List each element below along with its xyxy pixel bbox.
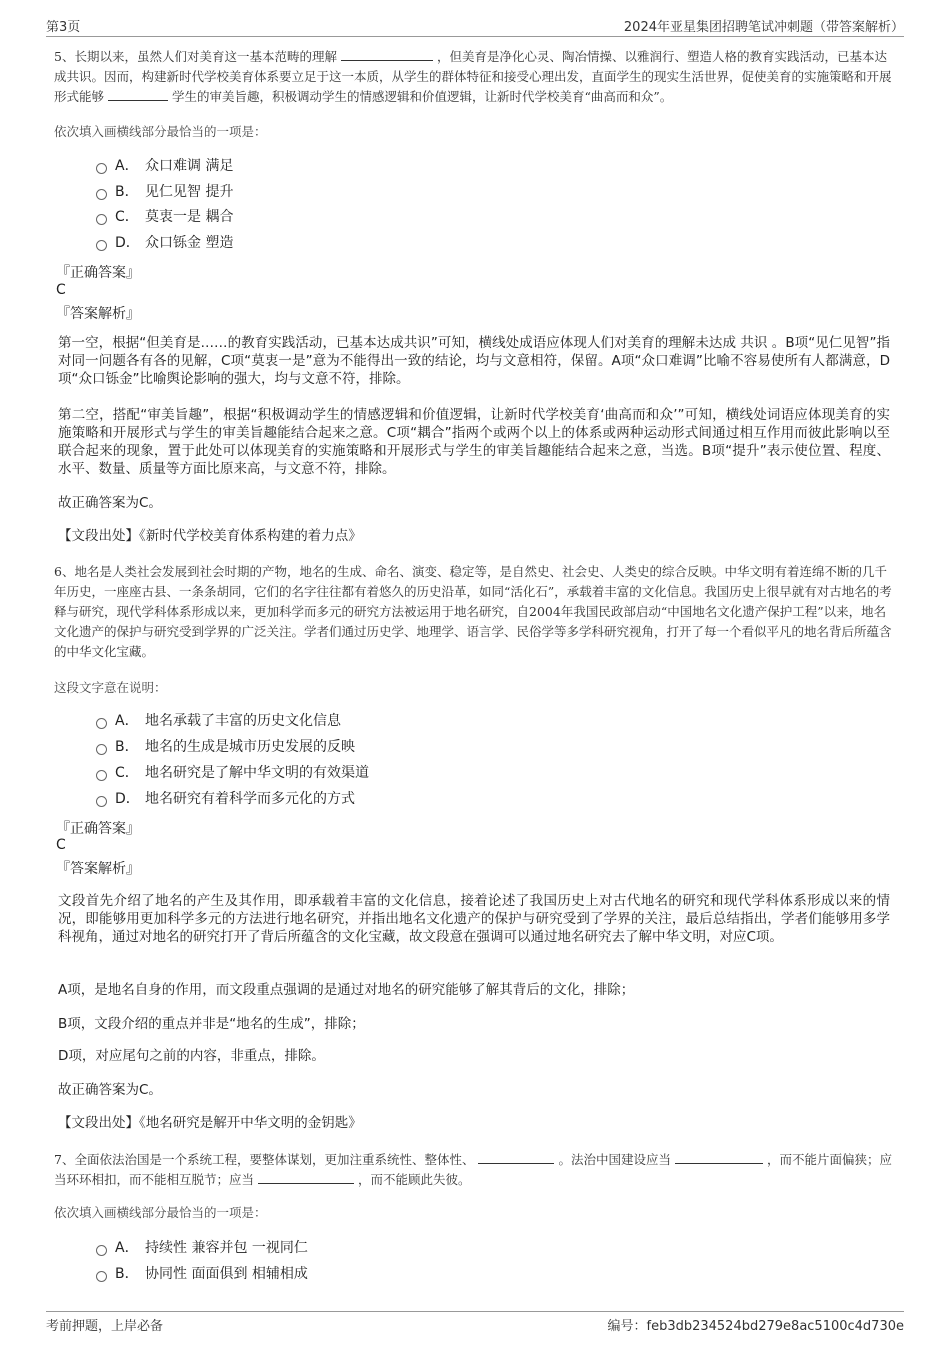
question-7-part-3: ，而不能片面偏狭；应当环环相扣，而不能相互脱节；应当 [54,1152,892,1187]
option-6-c[interactable]: C． 地名研究是了解中华文明的有效渠道 [96,763,369,783]
option-6-a[interactable]: A． 地名承载了丰富的历史文化信息 [96,711,341,731]
option-5-d[interactable]: D． 众口铄金 塑造 [96,233,233,253]
analysis-paragraph: A项，是地名自身的作用，而文段重点强调的是通过对地名的研究能够了解其背后的文化，排除； [58,982,635,998]
option-6-b[interactable]: B． 地名的生成是城市历史发展的反映 [96,737,355,757]
question-5-part-2: ，但美育是净化心灵、陶冶情操、以雅润行、塑造人格的教育实践活动，已基本达成共识。因而，构建新时代学校美育体系要立足于这一本质，从学生的群体特征和接受心理出发，直面学生的现实生活世界，促使美育的实施策略和开展形式能够 [54,49,892,104]
question-7-part-2: 。法治中国建设应当 [558,1152,671,1167]
radio-icon[interactable] [96,796,107,807]
blank-2 [675,1150,763,1164]
analysis-paragraph: 文段首先介绍了地名的产生及其作用，即承载着丰富的文化信息，接着论述了我国历史上对古代地名的研究和现代学科体系形成以来的情况，即能够用更加科学多元的方法进行地名研究，并指出地名文化遗产的保护与研究受到了学界的关注，最后总结指出，学者们能够用多学科视角，通过对地名的研究打开了背后所蕴含的文化宝藏，故文段意在强调可以通过地名研究去了解中华文明，对应C项。 [58,893,890,945]
question-5-text [54,47,894,107]
question-7-text [54,1150,894,1190]
answer-value: C [56,282,66,298]
option-5-b[interactable]: B． 见仁见智 提升 [96,182,233,202]
option-5-c[interactable]: C． 莫衷一是 耦合 [96,207,233,227]
radio-icon[interactable] [96,770,107,781]
option-7-b[interactable]: B． 协同性 面面俱到 相辅相成 [96,1264,308,1284]
analysis-label: 『答案解析』 [56,306,140,322]
radio-icon[interactable] [96,214,107,225]
analysis-conclusion: 故正确答案为C。 [58,495,162,511]
page-header [46,14,904,37]
option-5-a[interactable]: A． 众口难调 满足 [96,156,233,176]
analysis-label: 『答案解析』 [56,861,140,877]
blank-2 [108,87,168,101]
radio-icon[interactable] [96,189,107,200]
radio-icon[interactable] [96,718,107,729]
page-number: 第3页 [46,20,81,35]
question-5-part-3: 学生的审美旨趣，积极调动学生的情感逻辑和价值逻辑，让新时代学校美育“曲高而和众”。 [172,89,673,104]
document-code: 编号：feb3db234524bd279e8ac5100c4d730e [607,1319,904,1334]
question-6-text: 6、地名是人类社会发展到社会时期的产物，地名的生成、命名、演变、稳定等，是自然史、社会史、人类史的综合反映。中华文明有着连绵不断的几千年历史，一座座古县、一条条胡同，它们的名字往往都有着悠久的历史沿革，如同“活化石”，承载着丰富的文化信息。我国历史上很早就有对古地名的考释与研究，现代学科体系形成以来，更加科学而多元的研究方法被运用于地名研究，自2004年我国民政部启动“中国地名文化遗产保护工程”以来，地名文化遗产的保护与研究受到学界的广泛关注。学者们通过历史学、地理学、语言学、民俗学等多学科研究视角，打开了每一个看似平凡的地名背后所蕴含的中华文化宝藏。 [54,564,892,659]
radio-icon[interactable] [96,1271,107,1282]
analysis-paragraph: 第一空，根据“但美育是……的教育实践活动，已基本达成共识”可知，横线处成语应体现人们对美育的理解未达成 共识 。B项“见仁见智”指对同一问题各有各的见解，C项“莫衷一是”意为不能得出一致的结论，均与文意相符，保留。A项“众口难调”比喻不容易使所有人都满意，D项“众口铄金”比喻舆论影响的强大，均与文意不符，排除。 [58,335,890,387]
answer-label: 『正确答案』 [56,265,140,281]
analysis-paragraph: 第二空，搭配“审美旨趣”，根据“积极调动学生的情感逻辑和价值逻辑，让新时代学校美育‘曲高而和众’”可知，横线处词语应体现美育的实施策略和开展形式与学生的审美旨趣能结合起来之意。C项“耦合”指两个或两个以上的体系或两种运动形式间通过相互作用而彼此影响以至联合起来的现象，置于此处可以体现美育的实施策略和开展形式与学生的审美旨趣能结合起来之意，当选。B项“提升”表示使位置、程度、水平、数量、质量等方面比原来高，与文意不符，排除。 [58,407,890,477]
radio-icon[interactable] [96,1245,107,1256]
document-title: 2024年亚星集团招聘笔试冲刺题（带答案解析） [623,20,904,35]
analysis-paragraph: D项，对应尾句之前的内容，非重点，排除。 [58,1048,325,1064]
page-footer [46,1311,904,1334]
analysis-paragraph: B项，文段介绍的重点并非是“地名的生成”，排除； [58,1016,365,1032]
option-6-d[interactable]: D． 地名研究有着科学而多元化的方式 [96,789,355,809]
answer-label: 『正确答案』 [56,821,140,837]
blank-1 [478,1150,554,1164]
question-7-part-4: ，而不能顾此失彼。 [358,1172,471,1187]
option-7-a[interactable]: A． 持续性 兼容并包 一视同仁 [96,1238,308,1258]
question-7-part-1: 7、全面依法治国是一个系统工程，要整体谋划，更加注重系统性、整体性、 [54,1152,475,1167]
source-citation: 【文段出处】《新时代学校美育体系构建的着力点》 [58,528,362,544]
analysis-conclusion: 故正确答案为C。 [58,1082,162,1098]
answer-value: C [56,837,66,853]
footer-slogan: 考前押题，上岸必备 [46,1319,164,1334]
question-5-part-1: 5、长期以来，虽然人们对美育这一基本范畴的理解 [54,49,337,64]
radio-icon[interactable] [96,163,107,174]
question-5-prompt: 依次填入画横线部分最恰当的一项是： [54,124,267,139]
radio-icon[interactable] [96,240,107,251]
blank-3 [258,1170,354,1184]
question-6-prompt: 这段文字意在说明： [54,680,167,695]
source-citation: 【文段出处】《地名研究是解开中华文明的金钥匙》 [58,1115,362,1131]
question-7-prompt: 依次填入画横线部分最恰当的一项是： [54,1205,267,1220]
blank-1 [341,47,433,61]
radio-icon[interactable] [96,744,107,755]
